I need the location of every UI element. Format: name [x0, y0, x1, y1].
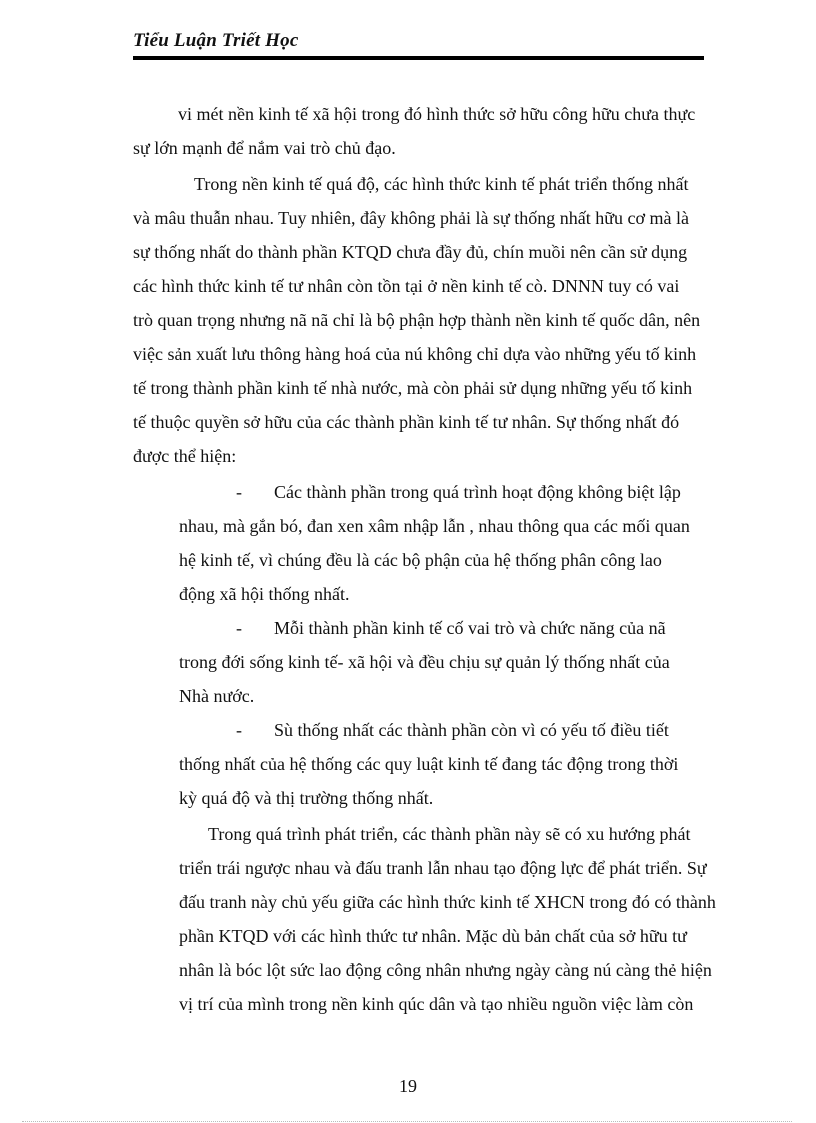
- text-line: tế trong thành phần kinh tế nhà nước, mà còn phải sử dụng những yếu tố kinh: [133, 378, 693, 398]
- text-line: nhân là bóc lột sức lao động công nhân nhưng ngày càng nú càng thẻ hiện: [179, 960, 712, 980]
- footer-divider: [22, 1121, 792, 1122]
- text-line: được thể hiện:: [133, 446, 237, 466]
- text-line: hệ kinh tế, vì chúng đều là các bộ phận của hệ thống phân công lao: [179, 550, 662, 570]
- text-line: Trong quá trình phát triển, các thành phần này sẽ có xu hướng phát: [208, 824, 691, 844]
- text-line: Trong nền kinh tế quá độ, các hình thức kinh tế phát triển thống nhất: [194, 174, 689, 194]
- text-line: phần KTQD với các hình thức tư nhân. Mặc dù bản chất của sở hữu tư: [179, 926, 687, 946]
- text-line: và mâu thuẫn nhau. Tuy nhiên, đây không phải là sự thống nhất hữu cơ mà là: [133, 208, 689, 228]
- text-line: vi mét nền kinh tế xã hội trong đó hình thức sở hữu công hữu chưa thực: [178, 104, 696, 124]
- text-line: sự lớn mạnh để nắm vai trò chủ đạo.: [133, 138, 396, 158]
- text-line: đấu tranh này chủ yếu giữa các hình thức kinh tế XHCN trong đó có thành: [179, 892, 716, 912]
- text-line: vị trí của mình trong nền kinh qúc dân và tạo nhiều nguồn việc làm còn: [179, 994, 694, 1014]
- page-number: 19: [399, 1076, 417, 1096]
- text-line: sự thống nhất do thành phần KTQD chưa đầy đủ, chín muồi nên cần sử dụng: [133, 242, 688, 262]
- header-rule: [133, 56, 704, 60]
- text-line: kỳ quá độ và thị trường thống nhất.: [179, 788, 434, 808]
- text-line: Sù thống nhất các thành phần còn vì có yếu tố điều tiết: [274, 720, 669, 740]
- text-line: nhau, mà gắn bó, đan xen xâm nhập lẫn , nhau thông qua các mối quan: [179, 516, 690, 536]
- text-line: Các thành phần trong quá trình hoạt động không biệt lập: [274, 482, 681, 502]
- bullet-dash: -: [236, 618, 242, 638]
- text-line: Mỗi thành phần kinh tế cố vai trò và chức năng của nã: [274, 618, 666, 638]
- text-line: trò quan trọng nhưng nã nã chỉ là bộ phận hợp thành nền kinh tế quốc dân, nên: [133, 310, 701, 330]
- bullet-dash: -: [236, 720, 242, 740]
- text-line: tế thuộc quyền sở hữu của các thành phần kinh tế tư nhân. Sự thống nhất đó: [133, 412, 680, 432]
- text-line: trong đới sống kinh tế- xã hội và đều chịu sự quản lý thống nhất của: [179, 652, 670, 672]
- text-line: động xã hội thống nhất.: [179, 584, 350, 604]
- bullet-dash: -: [236, 482, 242, 502]
- page-header-title: Tiểu Luận Triết Học: [133, 30, 299, 51]
- text-line: việc sản xuất lưu thông hàng hoá của nú không chỉ dựa vào những yếu tố kinh: [133, 344, 697, 364]
- text-line: triển trái ngược nhau và đấu tranh lẫn nhau tạo động lực để phát triển. Sự: [179, 858, 707, 878]
- text-line: Nhà nước.: [179, 686, 255, 706]
- text-line: thống nhất của hệ thống các quy luật kinh tế đang tác động trong thời: [179, 754, 679, 774]
- text-line: các hình thức kinh tế tư nhân còn tồn tại ở nền kinh tế cò. DNNN tuy có vai: [133, 276, 680, 296]
